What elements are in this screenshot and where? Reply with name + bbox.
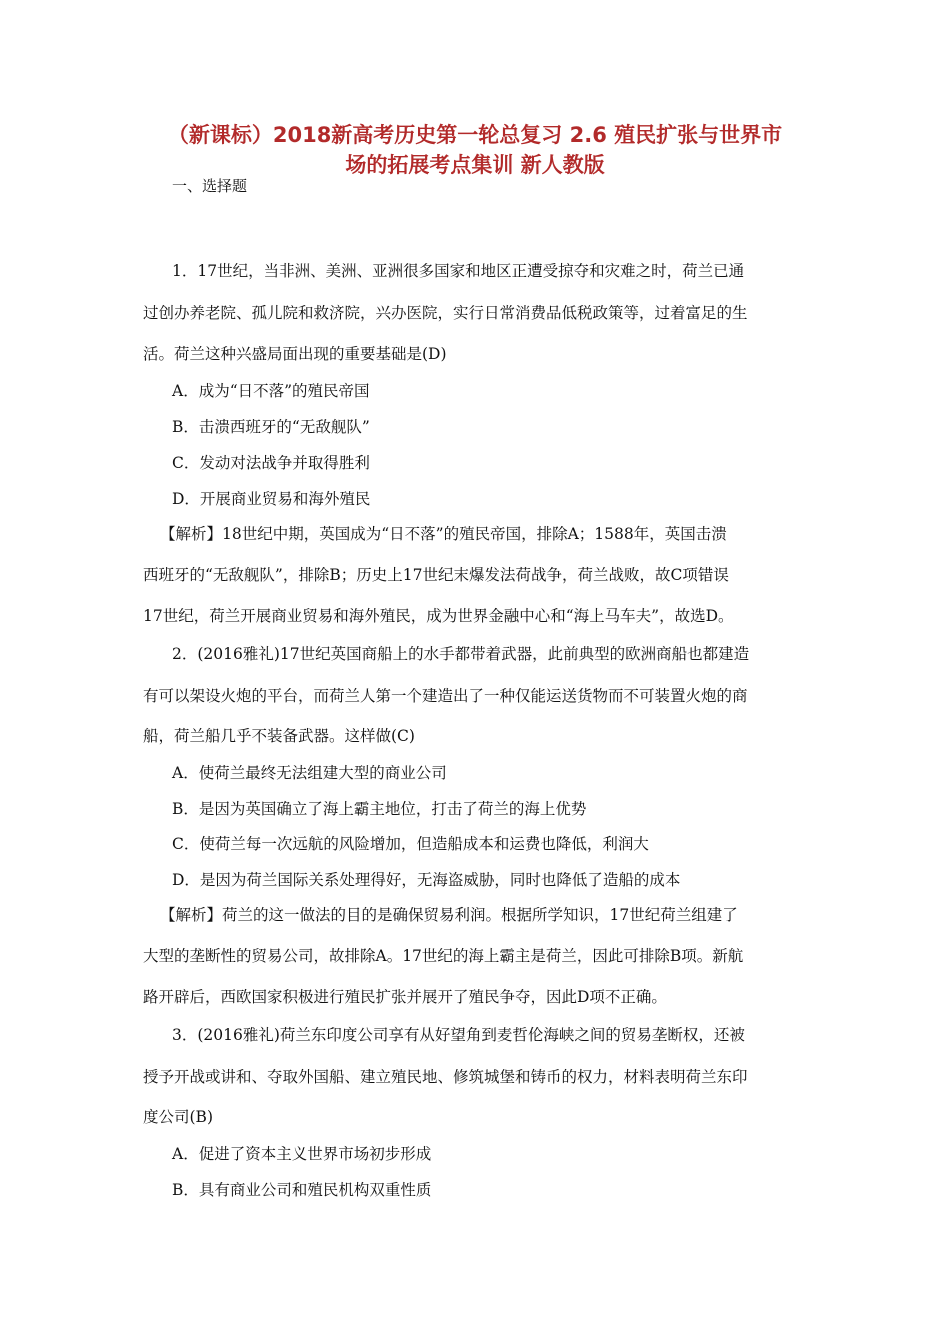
- question-2-option-d: D．是因为荷兰国际关系处理得好，无海盗威胁，同时也降低了造船的成本: [172, 871, 681, 889]
- question-1-option-a: A．成为“日不落”的殖民帝国: [172, 382, 370, 400]
- question-1-option-d: D．开展商业贸易和海外殖民: [172, 490, 371, 508]
- question-1-option-b: B．击溃西班牙的“无敌舰队”: [172, 418, 370, 436]
- question-3-line-3: 度公司(B): [143, 1108, 213, 1126]
- question-2-analysis-line-1: 【解析】荷兰的这一做法的目的是确保贸易利润。根据所学知识，17世纪荷兰组建了: [160, 906, 738, 924]
- question-2-analysis-line-2: 大型的垄断性的贸易公司，故排除A。17世纪的海上霸主是荷兰，因此可排除B项。新航: [143, 947, 744, 965]
- question-3-line-2: 授予开战或讲和、夺取外国船、建立殖民地、修筑城堡和铸币的权力，材料表明荷兰东印: [143, 1068, 748, 1086]
- question-2-line-1: 2．(2016雅礼)17世纪英国商船上的水手都带着武器，此前典型的欧洲商船也都建造: [172, 645, 750, 663]
- document-title-line-2: 场的拓展考点集训 新人教版: [345, 153, 605, 177]
- question-1-analysis-line-2: 西班牙的“无敌舰队”，排除B；历史上17世纪末爆发法荷战争，荷兰战败，故C项错误: [143, 566, 729, 584]
- question-2-option-c: C．使荷兰每一次远航的风险增加，但造船成本和运费也降低，利润大: [172, 835, 649, 853]
- document-title-line-1: （新课标）2018新高考历史第一轮总复习 2.6 殖民扩张与世界市: [167, 123, 783, 147]
- question-3-option-a: A．促进了资本主义世界市场初步形成: [172, 1145, 432, 1163]
- question-2-line-2: 有可以架设火炮的平台，而荷兰人第一个建造出了一种仅能运送货物而不可装置火炮的商: [143, 687, 748, 705]
- question-2-option-a: A．使荷兰最终无法组建大型的商业公司: [172, 764, 447, 782]
- question-3-line-1: 3．(2016雅礼)荷兰东印度公司享有从好望角到麦哲伦海峡之间的贸易垄断权，还被: [172, 1026, 745, 1044]
- question-2-analysis-line-3: 路开辟后，西欧国家积极进行殖民扩张并展开了殖民争夺，因此D项不正确。: [143, 988, 667, 1006]
- question-2-option-b: B．是因为英国确立了海上霸主地位，打击了荷兰的海上优势: [172, 800, 587, 818]
- question-1-analysis-line-3: 17世纪，荷兰开展商业贸易和海外殖民，成为世界金融中心和“海上马车夫”，故选D。: [143, 607, 734, 625]
- section-heading: 一、选择题: [172, 177, 248, 195]
- question-3-option-b: B．具有商业公司和殖民机构双重性质: [172, 1181, 432, 1199]
- question-1-line-3: 活。荷兰这种兴盛局面出现的重要基础是(D): [143, 345, 447, 363]
- question-1-line-1: 1．17世纪，当非洲、美洲、亚洲很多国家和地区正遭受掠夺和灾难之时，荷兰已通: [172, 262, 745, 280]
- question-1-line-2: 过创办养老院、孤儿院和救济院，兴办医院，实行日常消费品低税政策等，过着富足的生: [143, 304, 748, 322]
- question-1-analysis-line-1: 【解析】18世纪中期，英国成为“日不落”的殖民帝国，排除A；1588年，英国击溃: [160, 525, 727, 543]
- question-1-option-c: C．发动对法战争并取得胜利: [172, 454, 370, 472]
- question-2-line-3: 船，荷兰船几乎不装备武器。这样做(C): [143, 727, 415, 745]
